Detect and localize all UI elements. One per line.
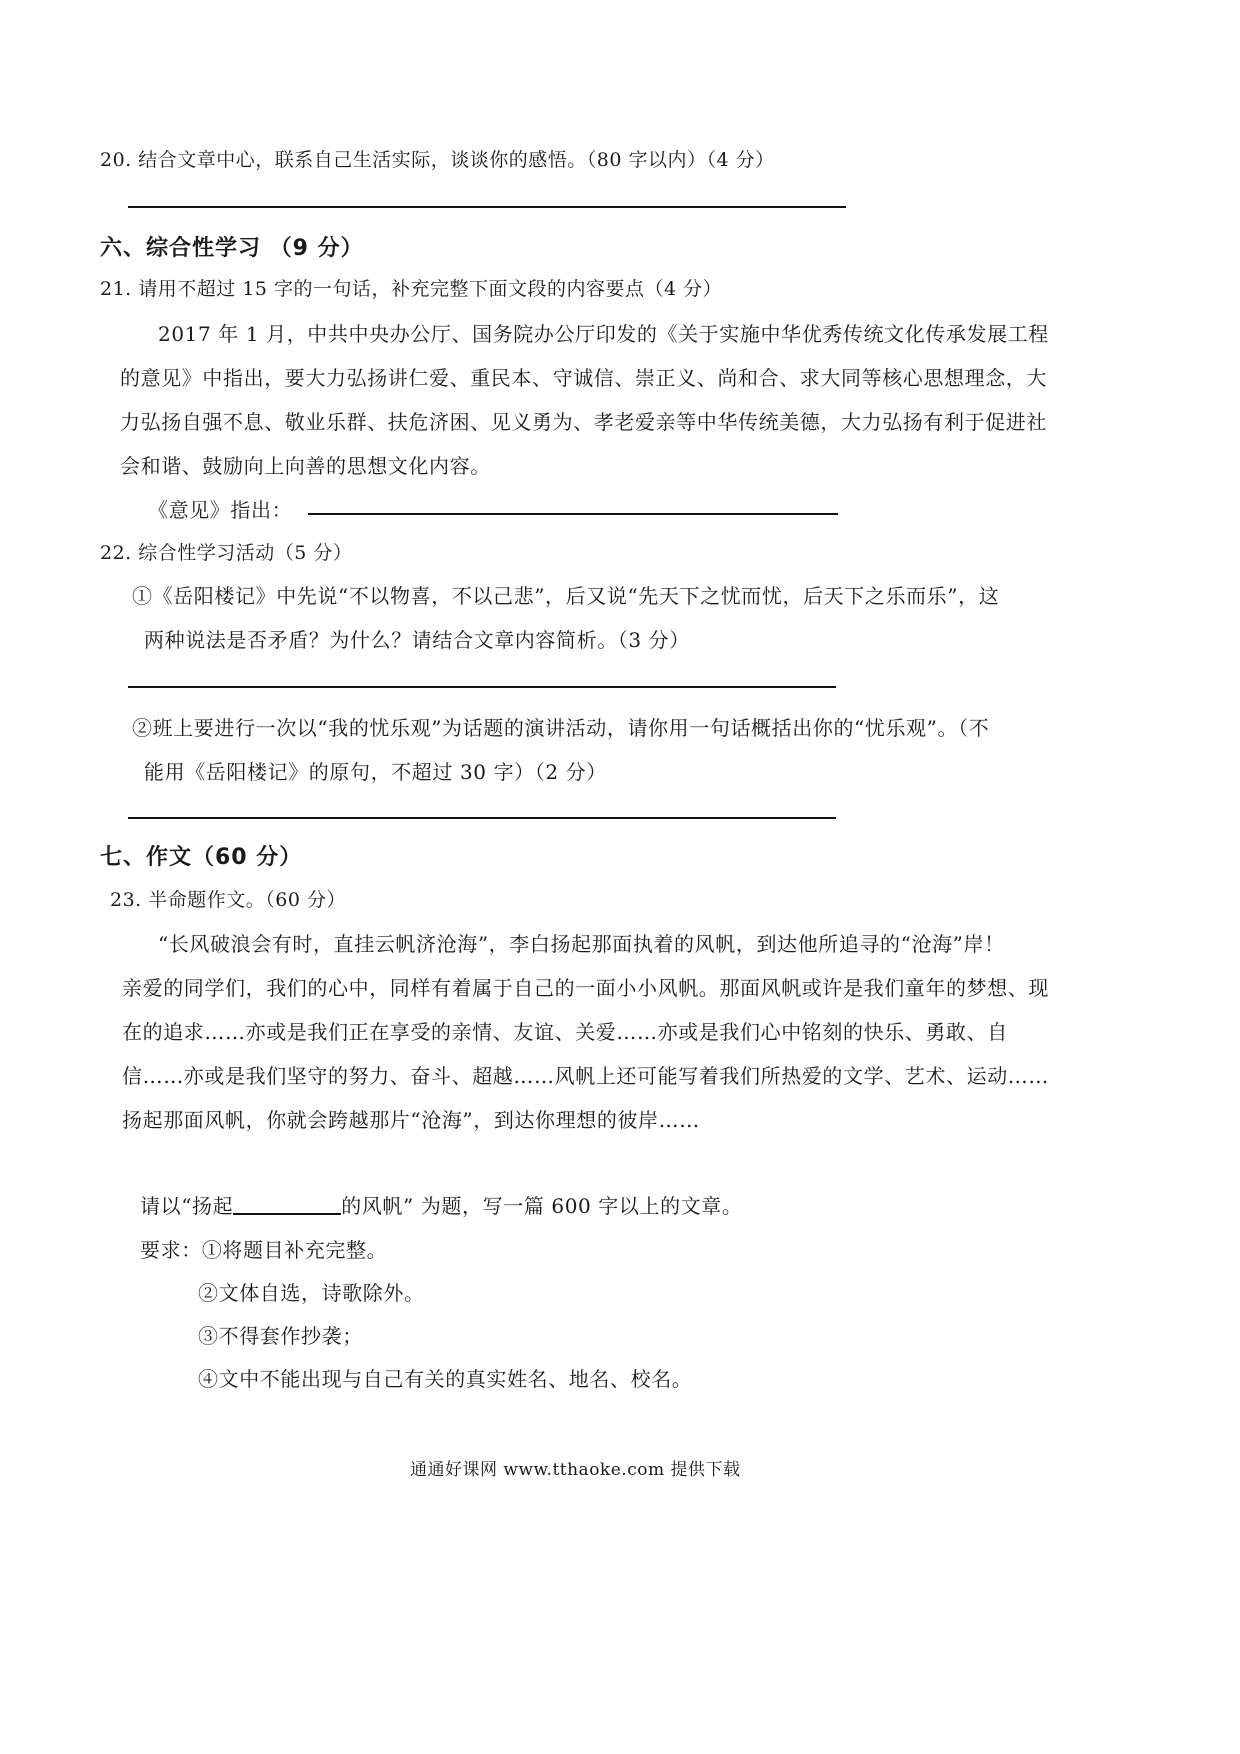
requirements-label: 要求： [140, 1238, 202, 1262]
answer-line-q22-part2[interactable] [128, 817, 836, 819]
q23-requirements [140, 1234, 387, 1263]
q22-part2-line-1: ②班上要进行一次以“我的忧乐观”为话题的演讲活动，请你用一句话概括出你的“忧乐观”。（不 [132, 716, 990, 740]
question-21-prompt: 21. 请用不超过 15 字的一句话，补充完整下面文段的内容要点（4 分） [100, 278, 723, 300]
title-instruction-after: 的风帆” 为题，写一篇 600 字以上的文章。 [341, 1194, 743, 1218]
q21-passage-line-4: 会和谐、鼓励向上向善的思想文化内容。 [120, 454, 491, 478]
q23-passage-line-2: 亲爱的同学们，我们的心中，同样有着属于自己的一面小小风帆。那面风帆或许是我们童年的梦想、现 [122, 976, 1049, 1000]
q22-part1-line-2: 两种说法是否矛盾？为什么？请结合文章内容简析。（3 分） [144, 628, 690, 652]
answer-line-q21[interactable] [308, 513, 838, 515]
answer-line-q20 [128, 206, 846, 208]
requirement-item: ①将题目补充完整。 [201, 1238, 388, 1262]
section-7-heading: 七、作文（60 分） [100, 845, 303, 870]
title-blank[interactable] [233, 1213, 341, 1215]
q23-passage-line-4: 信……亦或是我们坚守的努力、奋斗、超越……风帆上还可能写着我们所热爱的文学、艺术、运动…… [122, 1064, 1049, 1088]
title-instruction-before: 请以“扬起 [140, 1194, 234, 1218]
q21-passage-line-1: 2017 年 1 月，中共中央办公厅、国务院办公厅印发的《关于实施中华优秀传统文化传承发展工程 [158, 322, 1049, 346]
question-20: 20. 结合文章中心，联系自己生活实际，谈谈你的感悟。（80 字以内）（4 分） [100, 149, 775, 171]
q21-answer-label: 《意见》指出： [148, 498, 293, 522]
q21-passage-line-3: 力弘扬自强不息、敬业乐群、扶危济困、见义勇为、孝老爱亲等中华传统美德，大力弘扬有利于促进社 [120, 410, 1047, 434]
q23-passage-line-5: 扬起那面风帆，你就会跨越那片“沧海”，到达你理想的彼岸…… [122, 1108, 700, 1132]
q23-passage-line-3: 在的追求……亦或是我们正在享受的亲情、友谊、关爱……亦或是我们心中铭刻的快乐、勇敢、自 [122, 1020, 1008, 1044]
question-22-prompt: 22. 综合性学习活动（5 分） [100, 542, 353, 564]
q23-title-instruction [140, 1190, 743, 1219]
q23-passage-line-1: “长风破浪会有时，直挂云帆济沧海”，李白扬起那面执着的风帆，到达他所追寻的“沧海”岸！ [158, 932, 1005, 956]
requirement-item: ③不得套作抄袭； [198, 1324, 363, 1348]
q22-part2-line-2: 能用《岳阳楼记》的原句，不超过 30 字）（2 分） [144, 760, 607, 784]
q22-part1-line-1: ①《岳阳楼记》中先说“不以物喜，不以己悲”，后又说“先天下之忧而忧，后天下之乐而乐”，这 [132, 584, 1000, 608]
answer-line-q22-part1[interactable] [128, 686, 836, 688]
q21-passage-line-2: 的意见》中指出，要大力弘扬讲仁爱、重民本、守诚信、崇正义、尚和合、求大同等核心思想理念，大 [120, 366, 1047, 390]
section-6-heading: 六、综合性学习 （9 分） [100, 236, 364, 261]
question-23-prompt: 23. 半命题作文。（60 分） [110, 889, 346, 911]
page-footer: 通通好课网 www.tthaoke.com 提供下载 [410, 1460, 741, 1480]
requirement-item: ④文中不能出现与自己有关的真实姓名、地名、校名。 [198, 1367, 693, 1391]
requirement-item: ②文体自选，诗歌除外。 [198, 1281, 425, 1305]
